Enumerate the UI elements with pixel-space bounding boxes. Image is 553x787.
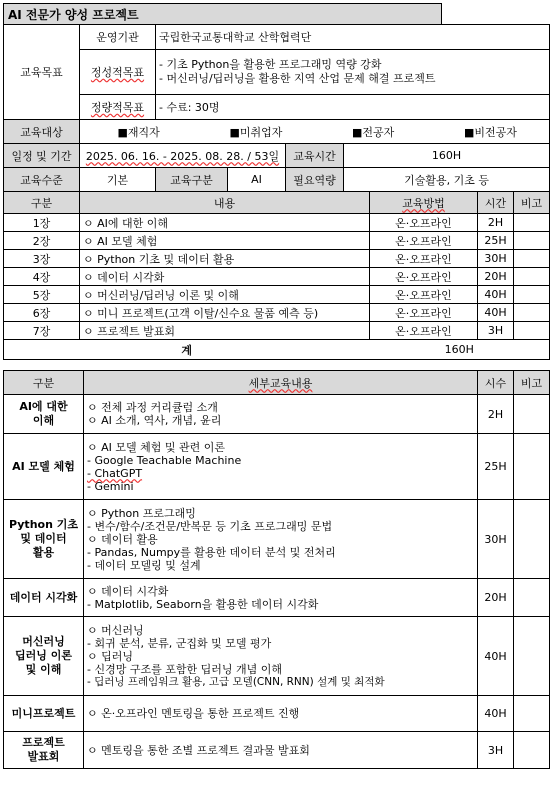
table-gap [3,360,549,370]
qual-goal-value [156,49,550,94]
schedule-method: 온·오프라인 [370,322,478,340]
detail-item: ㅇ AI 소개, 역사, 개념, 윤리 [87,414,222,427]
detail-category: 데이터 시각화 [4,579,84,617]
detail-note [514,732,550,769]
schedule-content: ㅇ 머신러닝/딥러닝 이론 및 이해 [80,286,370,304]
schedule-method: 온·오프라인 [370,250,478,268]
target-options [80,120,550,144]
detail-item: ㅇ AI 모델 체험 및 관련 이론 [87,440,226,454]
schedule-content: ㅇ Python 기초 및 데이터 활용 [80,250,370,268]
schedule-hours: 25H [478,232,514,250]
detail-header-category: 구분 [4,371,84,395]
category-value: AI [228,168,286,192]
schedule-chapter: 3장 [4,250,80,268]
schedule-table [3,191,550,360]
detail-category: 미니프로젝트 [4,696,84,732]
schedule-note [514,214,550,232]
detail-category: AI에 대한 이해 [4,395,84,434]
detail-item: - Gemini [87,479,134,493]
detail-row [4,395,550,434]
detail-table [3,370,550,769]
detail-items [84,579,478,617]
schedule-row [4,268,550,286]
detail-hours: 20H [478,579,514,617]
schedule-content: ㅇ 프로젝트 발표회 [80,322,370,340]
detail-items [84,434,478,500]
org-value: 국립한국교통대학교 산학협력단 [156,25,550,50]
target-option-employed: ■재직자 [117,125,160,139]
schedule-row [4,322,550,340]
schedule-method: 온·오프라인 [370,214,478,232]
detail-items [84,500,478,579]
detail-item: ㅇ 데이터 활용 [87,532,158,546]
detail-row [4,434,550,500]
period-value: 2025. 06. 16. - 2025. 08. 28. / 53일 [80,144,286,168]
schedule-chapter: 7장 [4,322,80,340]
detail-item: - 변수/함수/조건문/반복문 등 기초 프로그래밍 문법 [87,519,333,533]
detail-category: AI 모델 체험 [4,434,84,500]
schedule-chapter: 4장 [4,268,80,286]
detail-item: - 회귀 분석, 분류, 군집화 및 모델 평가 [87,636,272,650]
detail-hours: 40H [478,696,514,732]
competency-label: 필요역량 [286,168,344,192]
schedule-hours: 3H [478,322,514,340]
category-label: 교육구분 [156,168,228,192]
target-option-non-major: ■비전공자 [463,125,517,139]
detail-item: - Google Teachable Machine [87,453,242,467]
target-option-major: ■전공자 [352,125,395,139]
detail-row [4,500,550,579]
detail-items [84,395,478,434]
quant-goal-label: 정량적목표 [80,95,156,120]
detail-hours: 2H [478,395,514,434]
schedule-chapter: 6장 [4,304,80,322]
schedule-header-chapter: 구분 [4,192,80,214]
detail-item: ㅇ 온·오프라인 멘토링을 통한 프로젝트 진행 [87,707,300,720]
schedule-hours: 40H [478,286,514,304]
schedule-header-method: 교육방법 [370,192,478,214]
level-label: 교육수준 [4,168,80,192]
schedule-method: 온·오프라인 [370,286,478,304]
schedule-note [514,322,550,340]
detail-row [4,579,550,617]
schedule-note [514,268,550,286]
detail-item: - Pandas, Numpy를 활용한 데이터 분석 및 전처리 [87,545,336,559]
detail-item: ㅇ Python 프로그래밍 [87,506,196,520]
schedule-header-hours: 시간 [478,192,514,214]
schedule-row [4,214,550,232]
detail-category: 프로젝트 발표회 [4,732,84,769]
title-table [3,3,442,25]
schedule-method: 온·오프라인 [370,268,478,286]
org-label: 운영기관 [80,25,156,50]
detail-header-content: 세부교육내용 [84,371,478,395]
hours-value: 160H [344,144,550,168]
schedule-method: 온·오프라인 [370,304,478,322]
detail-row [4,696,550,732]
detail-header-note: 비고 [514,371,550,395]
detail-note [514,696,550,732]
schedule-hours: 30H [478,250,514,268]
target-label: 교육대상 [4,120,80,144]
detail-note [514,500,550,579]
schedule-header-note: 비고 [514,192,550,214]
schedule-content: ㅇ AI에 대한 이해 [80,214,370,232]
detail-category: Python 기초 및 데이터 활용 [4,500,84,579]
detail-item: ㅇ 머신러닝 [87,623,144,637]
schedule-note [514,286,550,304]
detail-item: - Matplotlib, Seaborn을 활용한 데이터 시각화 [87,597,319,611]
schedule-header-content: 내용 [80,192,370,214]
page-title: AI 전문가 양성 프로젝트 [4,4,442,25]
detail-item: - ChatGPT [87,466,143,480]
detail-hours: 3H [478,732,514,769]
schedule-content: ㅇ 미니 프로젝트(고객 이탈/신수요 물품 예측 등) [80,304,370,322]
schedule-hours: 20H [478,268,514,286]
schedule-hours: 40H [478,304,514,322]
detail-items [84,617,478,696]
schedule-hours: 2H [478,214,514,232]
schedule-total-row [4,340,550,360]
schedule-note [514,304,550,322]
detail-header-hours: 시수 [478,371,514,395]
detail-item: ㅇ 딥러닝 [87,649,134,663]
detail-items [84,732,478,769]
schedule-content: ㅇ 데이터 시각화 [80,268,370,286]
detail-note [514,617,550,696]
detail-row [4,732,550,769]
detail-row [4,617,550,696]
schedule-note [514,250,550,268]
schedule-row [4,250,550,268]
schedule-total-value: 160H [370,340,550,360]
schedule-chapter: 2장 [4,232,80,250]
schedule-row [4,286,550,304]
detail-items [84,696,478,732]
detail-item: ㅇ 멘토링을 통한 조별 프로젝트 결과물 발표회 [87,743,310,757]
goal-label: 교육목표 [4,25,80,120]
detail-note [514,434,550,500]
level-value: 기본 [80,168,156,192]
detail-item: ㅇ 데이터 시각화 [87,584,169,598]
detail-item: - 신경망 구조를 포함한 딥러닝 개념 이해 [87,662,282,676]
competency-value: 기술활용, 기초 등 [344,168,550,192]
detail-note [514,579,550,617]
detail-item: ㅇ 전체 과정 커리큘럼 소개 [87,401,218,414]
schedule-note [514,232,550,250]
detail-note [514,395,550,434]
period-label: 일정 및 기간 [4,144,80,168]
schedule-row [4,232,550,250]
qual-goal-label: 정성적목표 [80,49,156,94]
schedule-method: 온·오프라인 [370,232,478,250]
document-page [3,3,549,769]
schedule-total-label: 계 [4,340,370,360]
schedule-row [4,304,550,322]
detail-hours: 40H [478,617,514,696]
schedule-chapter: 5장 [4,286,80,304]
detail-hours: 30H [478,500,514,579]
quant-goal-value: - 수료: 30명 [156,95,550,120]
detail-item: - 딥러닝 프레임워크 활용, 고급 모델(CNN, RNN) 설계 및 최적화 [87,675,385,688]
detail-item: - 데이터 모델링 및 설계 [87,558,201,572]
qual-goal-line: - 기초 Python을 활용한 프로그래밍 역량 강화 [159,57,382,71]
hours-label: 교육시간 [286,144,344,168]
detail-hours: 25H [478,434,514,500]
detail-category: 머신러닝 딥러닝 이론 및 이해 [4,617,84,696]
qual-goal-line: - 머신러닝/딥러닝을 활용한 지역 산업 문제 해결 프로젝트 [159,71,436,85]
schedule-content: ㅇ AI 모델 체험 [80,232,370,250]
overview-table [3,24,550,192]
schedule-chapter: 1장 [4,214,80,232]
target-option-unemployed: ■미취업자 [229,125,283,139]
